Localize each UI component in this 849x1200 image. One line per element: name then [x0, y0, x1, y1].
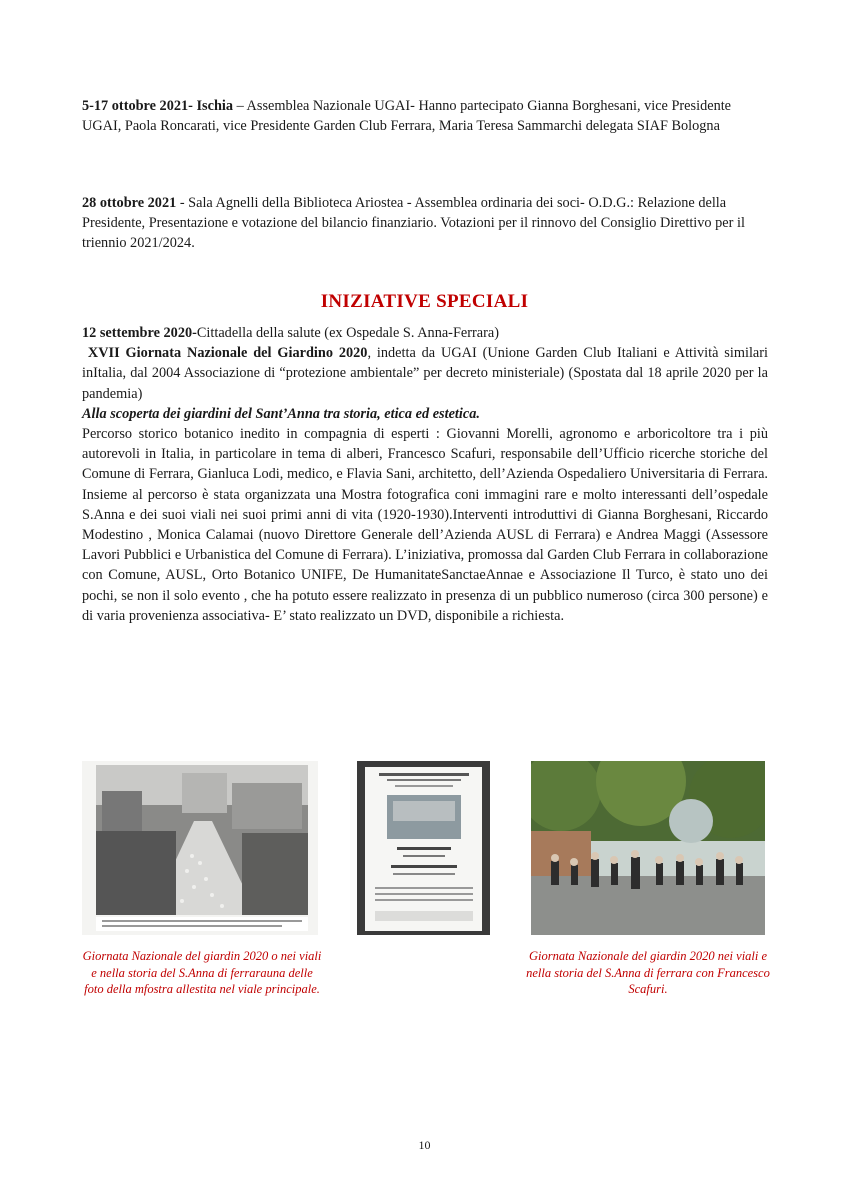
historic-photo-image [82, 761, 318, 935]
special-event-text: , indetta da UGAI (Unione Garden Club Italiani e Attività similari inItalia, dal 2004 Associazione di “protezione ambientale” per decreto ministeriale) (Spostata dal 18 aprile 2020 per la pandemia) [82, 345, 768, 402]
entry-ischia-date: 5-17 ottobre 2021- Ischia [82, 98, 234, 114]
special-location: Cittadella della salute (ex Ospedale S. Anna-Ferrara) [196, 325, 499, 341]
special-date: 12 settembre 2020- [82, 325, 197, 341]
entry-assemblea [82, 193, 768, 254]
entry-assemblea-text: - Sala Agnelli della Biblioteca Ariostea - Assemblea ordinaria dei soci- O.D.G.: Relazione della Presidente, Presentazione e votazione del bilancio finanziario. Votazioni per il rinnovo del Consiglio Direttivo per il triennio 2021/2024. [82, 195, 745, 252]
special-date-line [82, 323, 768, 343]
special-body: Percorso storico botanico inedito in compagnia di esperti : Giovanni Morelli, agronomo e arboricoltore tra i più autorevoli in Italia, in particolare in tema di alberi, Francesco Scafuri, responsabile dell’Ufficio ricerche storiche del Comune di Ferrara, Gianluca Lodi, medico, e Flavia Sani, architetto, dell’Azienda Ospedaliero Universitaria di Ferrara. Insieme al percorso è stata organizzata una Mostra fotografica coni immagini rare e molto interessanti dell’ospedale S.Anna e dei suoi viali nei suoi primi anni di vita (1920-1930).Interventi introduttivi di Gianna Borghesani, Riccardo Modestino , Monica Calamai (nuovo Direttore Generale dell’Azienda AUSL di Ferrara) e Andrea Maggi (Assessore Lavori Pubblici e Urbanistica del Comune di Ferrara). L’iniziativa, promossa dal Garden Club Ferrara in collaborazione con Comune, AUSL, Orto Botanico UNIFE, De HumanitateSanctaeAnnae e Associazione Il Turco, è stato uno dei pochi, se non il solo evento , che ha potuto essere realizzato in presenza di un pubblico numeroso (circa 300 persone) e di varia provenienza associativa- E’ stato realizzato un DVD, disponibile a richiesta. [82, 426, 768, 624]
event-poster-image [357, 761, 490, 935]
event-poster-photo [357, 761, 490, 935]
special-subtitle: Alla scoperta dei giardini del Sant’Anna tra storia, etica ed estetica. [82, 405, 480, 422]
entry-ischia [82, 96, 768, 136]
special-event-title: XVII Giornata Nazionale del Giardino 2020 [87, 345, 368, 362]
page-number: 10 [418, 1138, 431, 1152]
crowd-photo [531, 761, 765, 935]
caption-right: Giornata Nazionale del giardin 2020 nei viali e nella storia del S.Anna di ferrara con Francesco Scafuri. [526, 949, 770, 996]
special-event-line [82, 343, 768, 404]
caption-left: Giornata Nazionale del giardin 2020 o nei viali e nella storia del S.Anna di ferrarauna delle foto della mfostra allestita nel viale principale. [82, 949, 322, 996]
entry-ischia-text: – Assemblea Nazionale UGAI- Hanno partecipato Gianna Borghesani, vice Presidente UGAI, Paola Roncarati, vice Presidente Garden Club Ferrara, Maria Teresa Sammarchi delegata SIAF Bologna [82, 98, 732, 135]
entry-assemblea-date: 28 ottobre 2021 [82, 195, 177, 211]
section-heading: INIZIATIVE SPECIALI [320, 291, 529, 312]
historic-photo [82, 761, 318, 935]
crowd-photo-image [531, 761, 765, 935]
special-initiative [82, 323, 768, 626]
